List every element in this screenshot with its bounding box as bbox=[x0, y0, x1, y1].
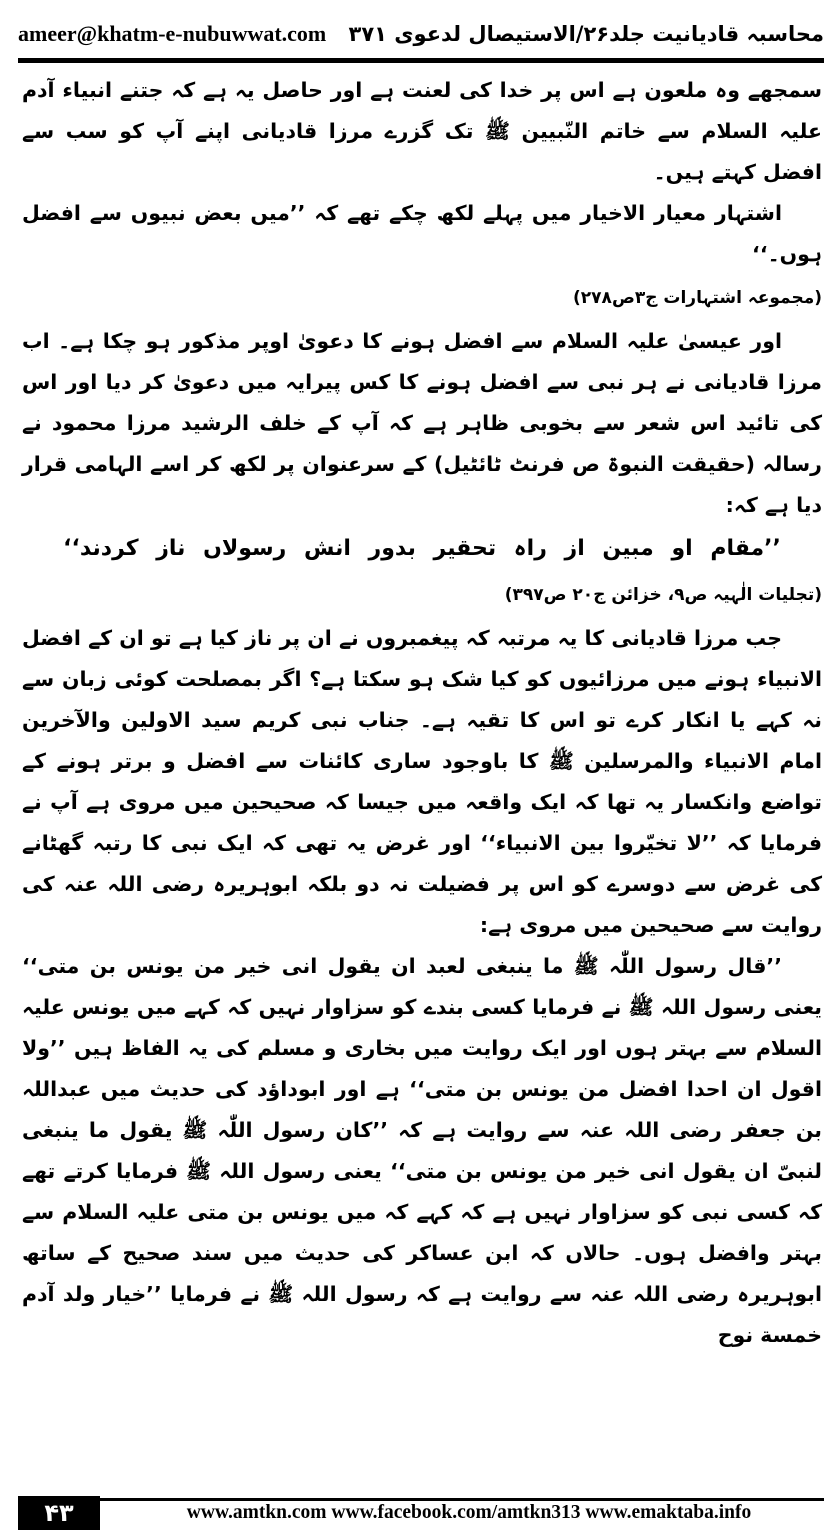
page-body bbox=[22, 70, 822, 1490]
paragraph-3: اور عیسیٰ علیہ السلام سے افضل ہونے کا دعویٰ اوپر مذکور ہو چکا ہے۔ اب مرزا قادیانی نے ہر نبی سے افضل ہونے کا کس پیرایہ میں دعویٰ کر دیا اور اس کی تائید اس شعر سے بخوبی ظاہر ہے کہ آپ کے خلف الرشید مرزا محمود نے رسالہ (حقیقت النبوۃ ص فرنٹ ٹائٹیل) کے سرعنوان پر لکھ کر اسے الہامی قرار دیا ہے کہ: bbox=[22, 329, 822, 517]
paragraph-4: جب مرزا قادیانی کا یہ مرتبہ کہ پیغمبروں نے ان پر ناز کیا ہے تو ان کے افضل الانبیاء ہونے میں مرزائیوں کو کیا شک ہو سکتا ہے؟ اگر بمصلحت کوئی زبان سے نہ کہے یا انکار کرے تو اس کا تقیہ ہے۔ جناب نبی کریم سید الاولین والآخرین امام الانبیاء والمرسلین ﷺ کا باوجود ساری کائنات سے افضل و برتر ہونے کے تواضع وانکسار یہ تھا کہ ایک واقعہ میں جیسا کہ صحیحین میں مروی ہے آپ نے فرمایا کہ ’’لا تخیّروا بین الانبیاء‘‘ اور غرض یہ تھی کہ ایک نبی کا رتبہ گھٹانے کی غرض سے دوسرے کو اس پر فضیلت نہ دو بلکہ ابوہریرہ رضی اللہ عنہ کی روایت سے صحیحین میں مروی ہے: bbox=[22, 626, 822, 937]
persian-verse: ’’مقام او مبین از راہ تحقیر بدور انش رسولاں ناز کردند‘‘ bbox=[63, 536, 781, 561]
reference-1: (مجموعہ اشتہارات ج۳ص۲۷۸) bbox=[573, 288, 822, 308]
page-header bbox=[18, 14, 824, 54]
footer-links[interactable]: www.amtkn.com www.facebook.com/amtkn313 www.emaktaba.info bbox=[186, 1502, 752, 1523]
footer-rule bbox=[100, 1498, 824, 1501]
header-book-title: محاسبہ قادیانیت جلد۲۶/الاستیصال لدعوی ۳۷۱ bbox=[348, 22, 824, 46]
paragraph-5: ’’قال رسول اللّٰہ ﷺ ما ینبغی لعبد ان یقول انی خیر من یونس بن متی‘‘ یعنی رسول اللہ ﷺ نے فرمایا کسی بندے کو سزاوار نہیں کہ کہے میں یونس علیہ السلام سے بہتر ہوں اور ایک روایت میں بخاری و مسلم کی یہ الفاظ ہیں ’’ولا اقول ان احدا افضل من یونس بن متی‘‘ ہے اور ابوداؤد کی حدیث میں عبداللہ بن جعفر رضی اللہ عنہ سے روایت ہے کہ ’’کان رسول اللّٰہ ﷺ یقول ما ینبغی لنبیّ ان یقول انی خیر من یونس بن متی‘‘ یعنی رسول اللہ ﷺ فرمایا کرتے تھے کہ کسی نبی کو سزاوار نہیں ہے کہ کہے کہ میں یونس بن متی علیہ السلام سے بہتر وافضل ہوں۔ حالاں کہ ابن عساکر کی حدیث میں سند صحیح کے ساتھ ابوہریرہ رضی اللہ عنہ سے روایت ہے کہ رسول اللہ ﷺ نے فرمایا ’’خیار ولد آدم خمسة نوح bbox=[22, 954, 822, 1347]
paragraph-1: سمجھے وہ ملعون ہے اس پر خدا کی لعنت ہے اور حاصل یہ ہے کہ جتنے انبیاء آدم علیہ السلام سے خاتم النّبیین ﷺ تک گزرے مرزا قادیانی اپنے آپ کو سب سے افضل کہتے ہیں۔ bbox=[22, 78, 822, 184]
reference-2: (تجلیات الٰہیہ ص۹، خزائن ج۲۰ ص۳۹۷) bbox=[504, 585, 822, 605]
header-rule bbox=[18, 58, 824, 63]
header-email[interactable]: ameer@khatm-e-nubuwwat.com bbox=[18, 21, 327, 46]
page-footer bbox=[18, 1494, 824, 1534]
paragraph-2: اشتہار معیار الاخیار میں پہلے لکھ چکے تھے کہ ’’میں بعض نبیوں سے افضل ہوں۔‘‘ bbox=[22, 201, 822, 266]
page-number: ۴۳ bbox=[18, 1496, 100, 1530]
